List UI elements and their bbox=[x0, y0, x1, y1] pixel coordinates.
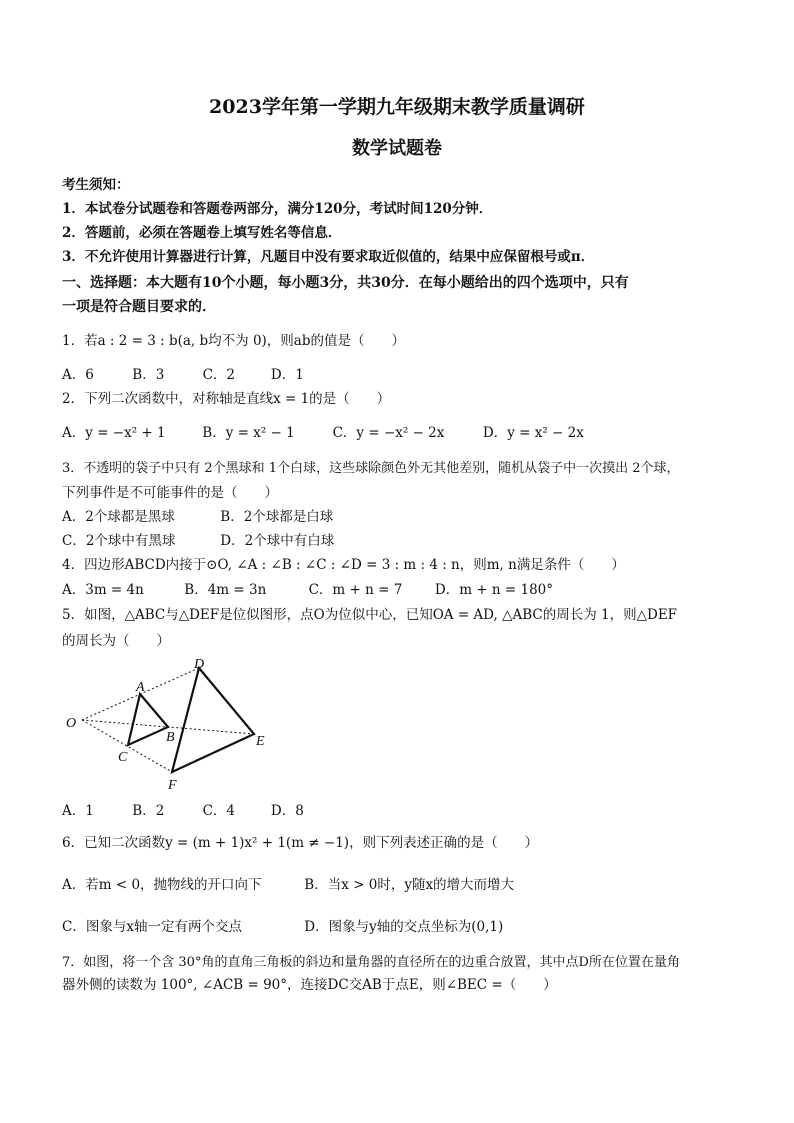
q6-option-a: A．若m < 0，抛物线的开口向下 bbox=[62, 877, 262, 893]
q2-option-b: B．y = x² − 1 bbox=[202, 425, 295, 441]
label-a: A bbox=[136, 680, 145, 695]
triangle-def bbox=[172, 668, 254, 772]
q3-option-a: A．2个球都是黑球 bbox=[62, 509, 175, 525]
q4-option-a: A．3m = 4n bbox=[62, 582, 144, 598]
q3-option-c: C．2个球中有黑球 bbox=[62, 533, 176, 549]
q3-option-d: D．2个球中有白球 bbox=[220, 533, 335, 549]
q7-stem-line1: 7．如图，将一个含 30°角的直角三角板的斜边和量角器的直径所在的边重合放置，其中点D所在位置在量角 bbox=[62, 955, 680, 970]
triangle-abc bbox=[128, 694, 168, 745]
q3-stem-line1: 3．不透明的袋子中只有 2个黑球和 1个白球，这些球除颜色外无其他差别，随机从袋子中一次摸出 2个球， bbox=[62, 461, 680, 476]
q1-option-d: D．1 bbox=[270, 367, 304, 383]
label-e: E bbox=[256, 734, 265, 749]
q5-options bbox=[62, 802, 304, 820]
q5-stem-line2: 的周长为（ ） bbox=[62, 633, 170, 649]
q2-option-c: C．y = −x² − 2x bbox=[332, 425, 445, 441]
q5-option-a: A．1 bbox=[62, 803, 94, 819]
q3-option-b: B．2个球都是白球 bbox=[220, 509, 334, 525]
notice-item-3: 3．不允许使用计算器进行计算，凡题目中没有要求取近似值的，结果中应保留根号或π． bbox=[62, 249, 595, 265]
label-f: F bbox=[168, 778, 177, 793]
page-subtitle: 数学试题卷 bbox=[352, 138, 442, 159]
q6-option-b: B．当x > 0时，y随x的增大而增大 bbox=[304, 877, 515, 893]
q1-option-b: B．3 bbox=[132, 367, 165, 383]
q5-option-d: D．8 bbox=[270, 803, 304, 819]
q1-option-c: C．2 bbox=[202, 367, 236, 383]
q3-stem-line2: 下列事件是不可能事件的是（ ） bbox=[62, 485, 278, 501]
section-heading-line2: 一项是符合题目要求的． bbox=[62, 299, 216, 315]
q5-option-b: B．2 bbox=[132, 803, 165, 819]
q6-options-row1 bbox=[62, 876, 514, 894]
q4-option-c: C．m + n = 7 bbox=[308, 582, 403, 598]
notice-item-1: 1．本试卷分试题卷和答题卷两部分，满分120分，考试时间120分钟． bbox=[62, 201, 493, 217]
q7-stem-line2: 器外侧的读数为 100°, ∠ACB = 90°，连接DC交AB于点E，则∠BEC =（ ） bbox=[62, 977, 557, 993]
label-d: D bbox=[194, 657, 205, 672]
q6-stem: 6．已知二次函数y = (m + 1)x² + 1(m ≠ −1)，则下列表述正确的是（ ） bbox=[62, 835, 539, 851]
q4-option-b: B．4m = 3n bbox=[184, 582, 267, 598]
label-c: C bbox=[118, 750, 128, 765]
notice-heading: 考生须知： bbox=[62, 177, 130, 193]
q5-option-c: C．4 bbox=[202, 803, 236, 819]
q5-stem-line1: 5．如图，△ABC与△DEF是位似图形，点O为位似中心，已知OA = AD, △ABC的周长为 1，则△DEF bbox=[62, 607, 678, 623]
q4-option-d: D．m + n = 180° bbox=[434, 582, 554, 598]
section-heading-line1: 一、选择题：本大题有10个小题，每小题3分，共30分．在每小题给出的四个选项中，只有 bbox=[62, 275, 629, 291]
q2-option-d: D．y = x² − 2x bbox=[482, 425, 584, 441]
label-o: O bbox=[66, 716, 77, 731]
q6-option-c: C．图象与x轴一定有两个交点 bbox=[62, 919, 242, 935]
q6-options-row2 bbox=[62, 918, 503, 936]
q1-stem: 1．若a : 2 = 3 : b(a, b均不为 0)，则ab的值是（ ） bbox=[62, 333, 405, 349]
q2-stem: 2．下列二次函数中，对称轴是直线x = 1的是（ ） bbox=[62, 391, 391, 407]
label-b: B bbox=[166, 730, 175, 745]
q2-option-a: A．y = −x² + 1 bbox=[62, 425, 166, 441]
q1-option-a: A．6 bbox=[62, 367, 94, 383]
page-title: 2023学年第一学期九年级期末教学质量调研 bbox=[209, 96, 585, 118]
q6-option-d: D．图象与y轴的交点坐标为(0,1) bbox=[304, 919, 504, 935]
q4-stem: 4．四边形ABCD内接于⊙O, ∠A : ∠B : ∠C : ∠D = 3 : m : 4 : n，则m, n满足条件（ ） bbox=[62, 557, 625, 573]
notice-item-2: 2．答题前，必须在答题卷上填写姓名等信息． bbox=[62, 225, 342, 241]
